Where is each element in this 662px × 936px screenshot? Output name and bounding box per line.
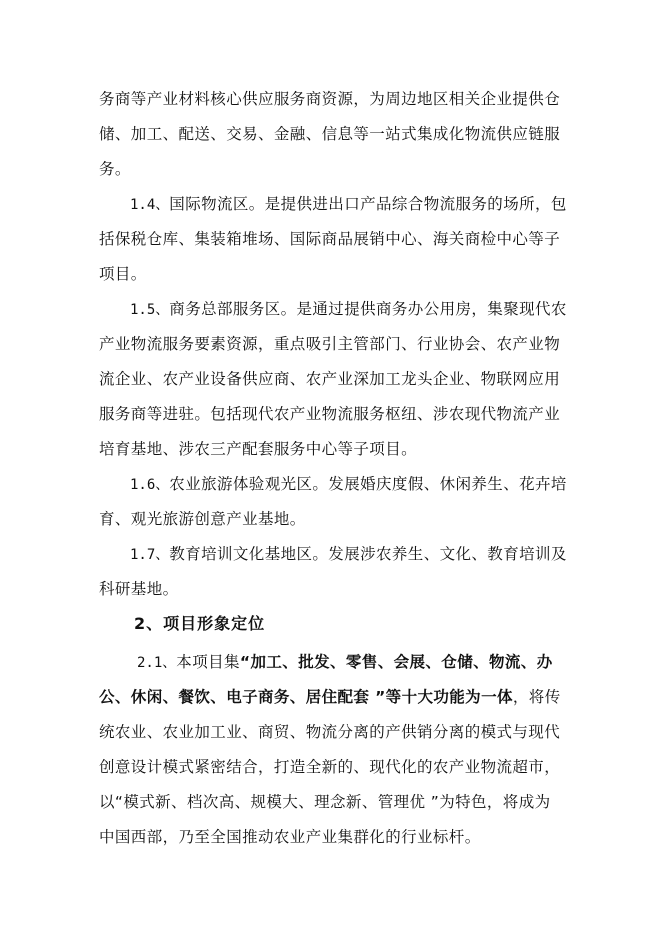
- p6-line-6: 中国西部，乃至全国推动农业产业集群化的行业标杆。: [99, 828, 481, 846]
- p1-line-3: 务。: [99, 160, 131, 178]
- p5-number: 1.7、: [130, 547, 170, 563]
- p2-line-3: 项目。: [99, 265, 147, 283]
- p4-line-1: [130, 472, 567, 497]
- p6-line-2: [99, 685, 561, 709]
- p6-number: 2.1、: [137, 655, 177, 671]
- p3-number: 1.5、: [130, 302, 170, 318]
- p2-text-1: 国际物流区。是提供进出口产品综合物流服务的场所，包: [169, 195, 567, 213]
- p3-line-5: 培育基地、涉农三产配套服务中心等子项目。: [99, 440, 418, 458]
- p1-line-2: 储、加工、配送、交易、金融、信息等一站式集成化物流供应链服: [99, 125, 561, 143]
- p4-text-1: 农业旅游体验观光区。发展婚庆度假、休闲养生、花卉培: [169, 475, 567, 493]
- p3-line-2: 产业物流服务要素资源，重点吸引主管部门、行业协会、农产业物: [99, 335, 561, 353]
- p5-line-1: [130, 542, 567, 567]
- p6-line-1: [137, 650, 553, 675]
- p3-line-3: 流企业、农产业设备供应商、农产业深加工龙头企业、物联网应用: [99, 370, 561, 388]
- p1-line-1: 务商等产业材料核心供应服务商资源，为周边地区相关企业提供仓: [99, 90, 561, 108]
- p3-line-1: [130, 297, 567, 322]
- p6-text-2a: 公、休闲、餐饮、电子商务、居住配套 ”等十大功能为一体: [99, 688, 513, 706]
- p5-text-1: 教育培训文化基地区。发展涉农养生、文化、教育培训及: [169, 545, 567, 563]
- p6-line-4: 创意设计模式紧密结合，打造全新的、现代化的农产业物流超市，: [99, 758, 561, 776]
- p2-line-2: 括保税仓库、集装箱堆场、国际商品展销中心、海关商检中心等子: [99, 230, 561, 248]
- p6-line-5: 以“模式新、档次高、规模大、理念新、管理优 ”为特色，将成为: [99, 793, 551, 811]
- p2-number: 1.4、: [130, 197, 170, 213]
- p6-text-1b: “加工、批发、零售、会展、仓储、物流、办: [239, 653, 553, 671]
- p6-text-1a: 本项目集: [176, 653, 240, 671]
- p3-line-4: 服务商等进驻。包括现代农产业物流服务枢纽、涉农现代物流产业: [99, 405, 561, 423]
- p6-text-2b: ，将传: [512, 688, 561, 706]
- p3-text-1: 商务总部服务区。是通过提供商务办公用房，集聚现代农: [169, 300, 567, 318]
- p4-number: 1.6、: [130, 477, 170, 493]
- section-heading: 2、项目形象定位: [134, 614, 266, 633]
- p6-line-3: 统农业、农业加工业、商贸、物流分离的产供销分离的模式与现代: [99, 723, 561, 741]
- p5-line-2: 科研基地。: [99, 580, 179, 598]
- p4-line-2: 育、观光旅游创意产业基地。: [99, 510, 306, 528]
- p2-line-1: [130, 192, 567, 217]
